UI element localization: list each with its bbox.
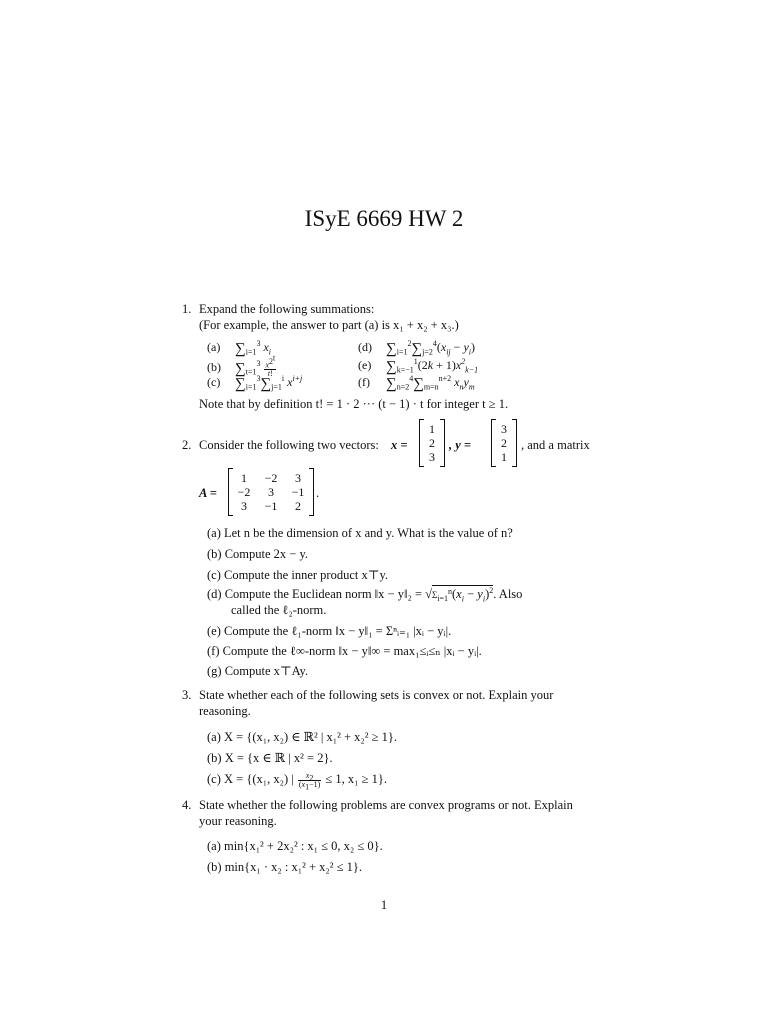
q4-number: 4. — [182, 798, 192, 812]
vector-y: 3 2 1 — [491, 419, 517, 467]
q2-part-d-continued: called the ℓ₂-norm. — [231, 603, 327, 617]
document-title: ISyE 6669 HW 2 — [304, 206, 464, 231]
q2-tail: , and a matrix — [521, 438, 590, 452]
q4-text-line1: State whether the following problems are convex programs or not. Explain — [199, 798, 573, 812]
q1-part-c: (c) $\sum_{i=1}^3\sum_{j=1}^i$ $x^{i+j}$ — [207, 374, 303, 392]
q2-x-label: x = — [391, 438, 408, 452]
q2-part-f: (f) Compute the ℓ∞-norm ‖x − y‖∞ = max₁≤ᵢ≤ₙ |xᵢ − yᵢ|. — [207, 644, 482, 658]
q1-part-b: (b) $\sum_{t=1}^3$ $\frac{x^{2^t}}{t!}$ — [207, 353, 276, 379]
q3-text-line1: State whether each of the following sets is convex or not. Explain your — [199, 688, 554, 702]
q4-part-b: (b) min{x₁ · x₂ : x₁² + x₂² ≤ 1}. — [207, 860, 362, 874]
q1-part-e: (e) $\sum_{k=-1}^1(2k + 1)x^2_{k-1}$ — [358, 357, 479, 375]
matrix-a: 1 −2 3 −2 3 −1 3 −1 2 — [228, 468, 314, 516]
fraction: $\frac{x_2}{(x_1-1)}$ — [298, 770, 321, 792]
q1-number: 1. — [182, 302, 192, 316]
q4-part-a: (a) min{x₁² + 2x₂² : x₁ ≤ 0, x₂ ≤ 0}. — [207, 839, 383, 853]
q3-part-a: (a) X = {(x₁, x₂) ∈ ℝ² | x₁² + x₂² ≥ 1}. — [207, 730, 398, 744]
q1-part-a: (a) $\sum_{i=1}^3$ $x_i$ — [207, 339, 271, 357]
q1-part-d: (d) $\sum_{i=1}^2\sum_{j=2}^4(x_{ij} - y_i)$ — [358, 339, 475, 357]
page-number: 1 — [380, 898, 388, 912]
q2-y-label: , y = — [449, 438, 472, 452]
q2-part-c: (c) Compute the inner product x⊤y. — [207, 568, 389, 582]
q1-part-f: (f) $\sum_{n=2}^4\sum_{m=n}^{n+2}$ $x_ny_m$ — [358, 374, 475, 392]
q1-text: Expand the following summations: — [199, 302, 375, 316]
q2-part-e: (e) Compute the ℓ₁-norm ‖x − y‖₁ = Σⁿᵢ₌₁ |xᵢ − yᵢ|. — [207, 624, 452, 638]
sqrt-expression: $\Sigma_{i=1}^n(x_i - y_i)^2$ — [432, 585, 494, 604]
q2-part-b: (b) Compute 2x − y. — [207, 547, 309, 561]
vector-x: 1 2 3 — [419, 419, 445, 467]
q3-part-c: (c) X = {(x₁, x₂) | $\frac{x_2}{(x_1-1)}$ ≤ 1, x₁ ≥ 1}. — [207, 770, 388, 792]
matrix-a-period: . — [316, 486, 320, 500]
q4-text-line2: your reasoning. — [199, 814, 277, 828]
matrix-a-label: A = — [199, 486, 217, 500]
q2-part-d: (d) Compute the Euclidean norm ‖x − y‖₂ = $√\Sigma_{i=1}^n(x_i - y_i)^2$. Also — [207, 585, 523, 604]
q1-note: Note that by definition t! = 1 · 2 ··· (t − 1) · t for integer t ≥ 1. — [199, 397, 509, 411]
q3-part-b: (b) X = {x ∈ ℝ | x² = 2}. — [207, 751, 333, 765]
q2-number: 2. — [182, 438, 192, 452]
q2-text: Consider the following two vectors: — [199, 438, 379, 452]
q1-example: (For example, the answer to part (a) is x₁ + x₂ + x₃.) — [199, 318, 459, 332]
q3-text-line2: reasoning. — [199, 704, 251, 718]
q3-number: 3. — [182, 688, 192, 702]
q2-part-g: (g) Compute x⊤Ay. — [207, 664, 309, 678]
q2-part-a: (a) Let n be the dimension of x and y. What is the value of n? — [207, 526, 513, 540]
